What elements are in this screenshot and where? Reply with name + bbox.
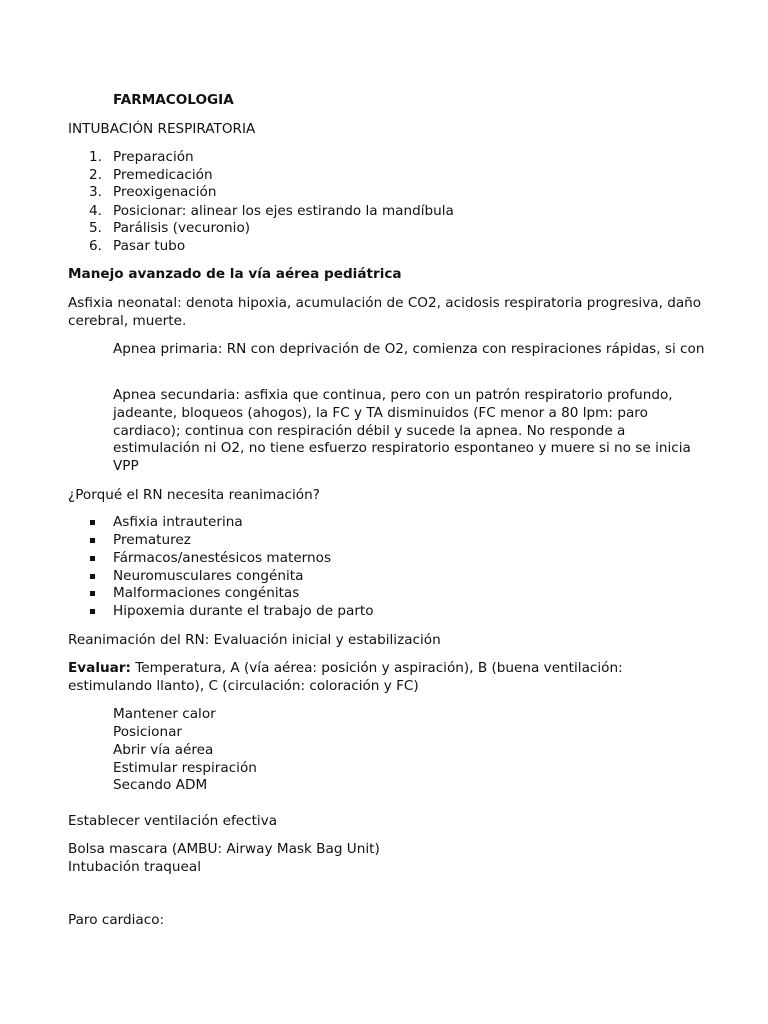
bullet-square-icon	[90, 574, 95, 579]
reanimacion-question: ¿Porqué el RN necesita reanimación?	[68, 487, 320, 503]
list-number: 4.	[89, 203, 102, 219]
manejo-heading: Manejo avanzado de la vía aérea pediátrica	[68, 266, 402, 282]
list-item-text: Premedicación	[113, 167, 213, 183]
bullet-square-icon	[90, 609, 95, 614]
list-item-text: Posicionar: alinear los ejes estirando la mandíbula	[113, 203, 454, 219]
ventilacion-heading: Establecer ventilación efectiva	[68, 813, 278, 829]
list-item-text: Preoxigenación	[113, 184, 217, 200]
list-item-text: Malformaciones congénitas	[113, 585, 300, 601]
list-item: Mantener calor	[113, 706, 216, 722]
intubacion-heading: INTUBACIÓN RESPIRATORIA	[68, 121, 256, 137]
list-number: 2.	[89, 167, 102, 183]
list-number: 3.	[89, 184, 102, 200]
list-item: Posicionar	[113, 724, 182, 740]
bullet-square-icon	[90, 591, 95, 596]
bullet-square-icon	[90, 538, 95, 543]
list-number: 6.	[89, 238, 102, 254]
evaluar-paragraph	[68, 660, 708, 696]
list-item-text: Preparación	[113, 149, 194, 165]
evaluar-label: Evaluar:	[68, 660, 131, 676]
list-item-text: Fármacos/anestésicos maternos	[113, 550, 332, 566]
paro-cardiaco-line: Paro cardiaco:	[68, 912, 165, 928]
document-title: FARMACOLOGIA	[113, 92, 234, 108]
bullet-square-icon	[90, 520, 95, 525]
list-item-text: Prematurez	[113, 532, 191, 548]
list-item-text: Hipoxemia durante el trabajo de parto	[113, 603, 374, 619]
bullet-square-icon	[90, 556, 95, 561]
list-number: 1.	[89, 149, 102, 165]
list-number: 5.	[89, 220, 102, 236]
list-item-text: Asfixia intrauterina	[113, 514, 243, 530]
asfixia-paragraph: Asfixia neonatal: denota hipoxia, acumulación de CO2, acidosis respiratoria progresiva, daño cerebral, muerte.	[68, 295, 702, 329]
intubacion-traqueal-line: Intubación traqueal	[68, 859, 201, 875]
evaluacion-heading: Reanimación del RN: Evaluación inicial y estabilización	[68, 632, 441, 648]
list-item-text: Pasar tubo	[113, 238, 186, 254]
bolsa-line: Bolsa mascara (AMBU: Airway Mask Bag Unit)	[68, 841, 380, 857]
list-item-text: Neuromusculares congénita	[113, 568, 304, 584]
list-item: Abrir vía aérea	[113, 742, 214, 758]
list-item: Estimular respiración	[113, 760, 257, 776]
list-item-text: Parálisis (vecuronio)	[113, 220, 251, 236]
apnea-primaria-paragraph: Apnea primaria: RN con deprivación de O2, comienza con respiraciones rápidas, si con	[113, 341, 705, 357]
evaluar-text: Temperatura, A (vía aérea: posición y aspiración), B (buena ventilación: estimulando llanto), C (circulación: coloración y FC)	[68, 660, 623, 694]
list-item: Secando ADM	[113, 777, 208, 793]
apnea-secundaria-paragraph: Apnea secundaria: asfixia que continua, pero con un patrón respiratorio profundo, jadeante, bloqueos (ahogos), la FC y TA disminuidos (FC menor a 80 lpm: paro cardiaco); continua con respiración débil y sucede la apnea. No responde a estimulación ni O2, no tiene esfuerzo respiratorio espontaneo y muere si no se inicia VPP	[113, 387, 691, 475]
